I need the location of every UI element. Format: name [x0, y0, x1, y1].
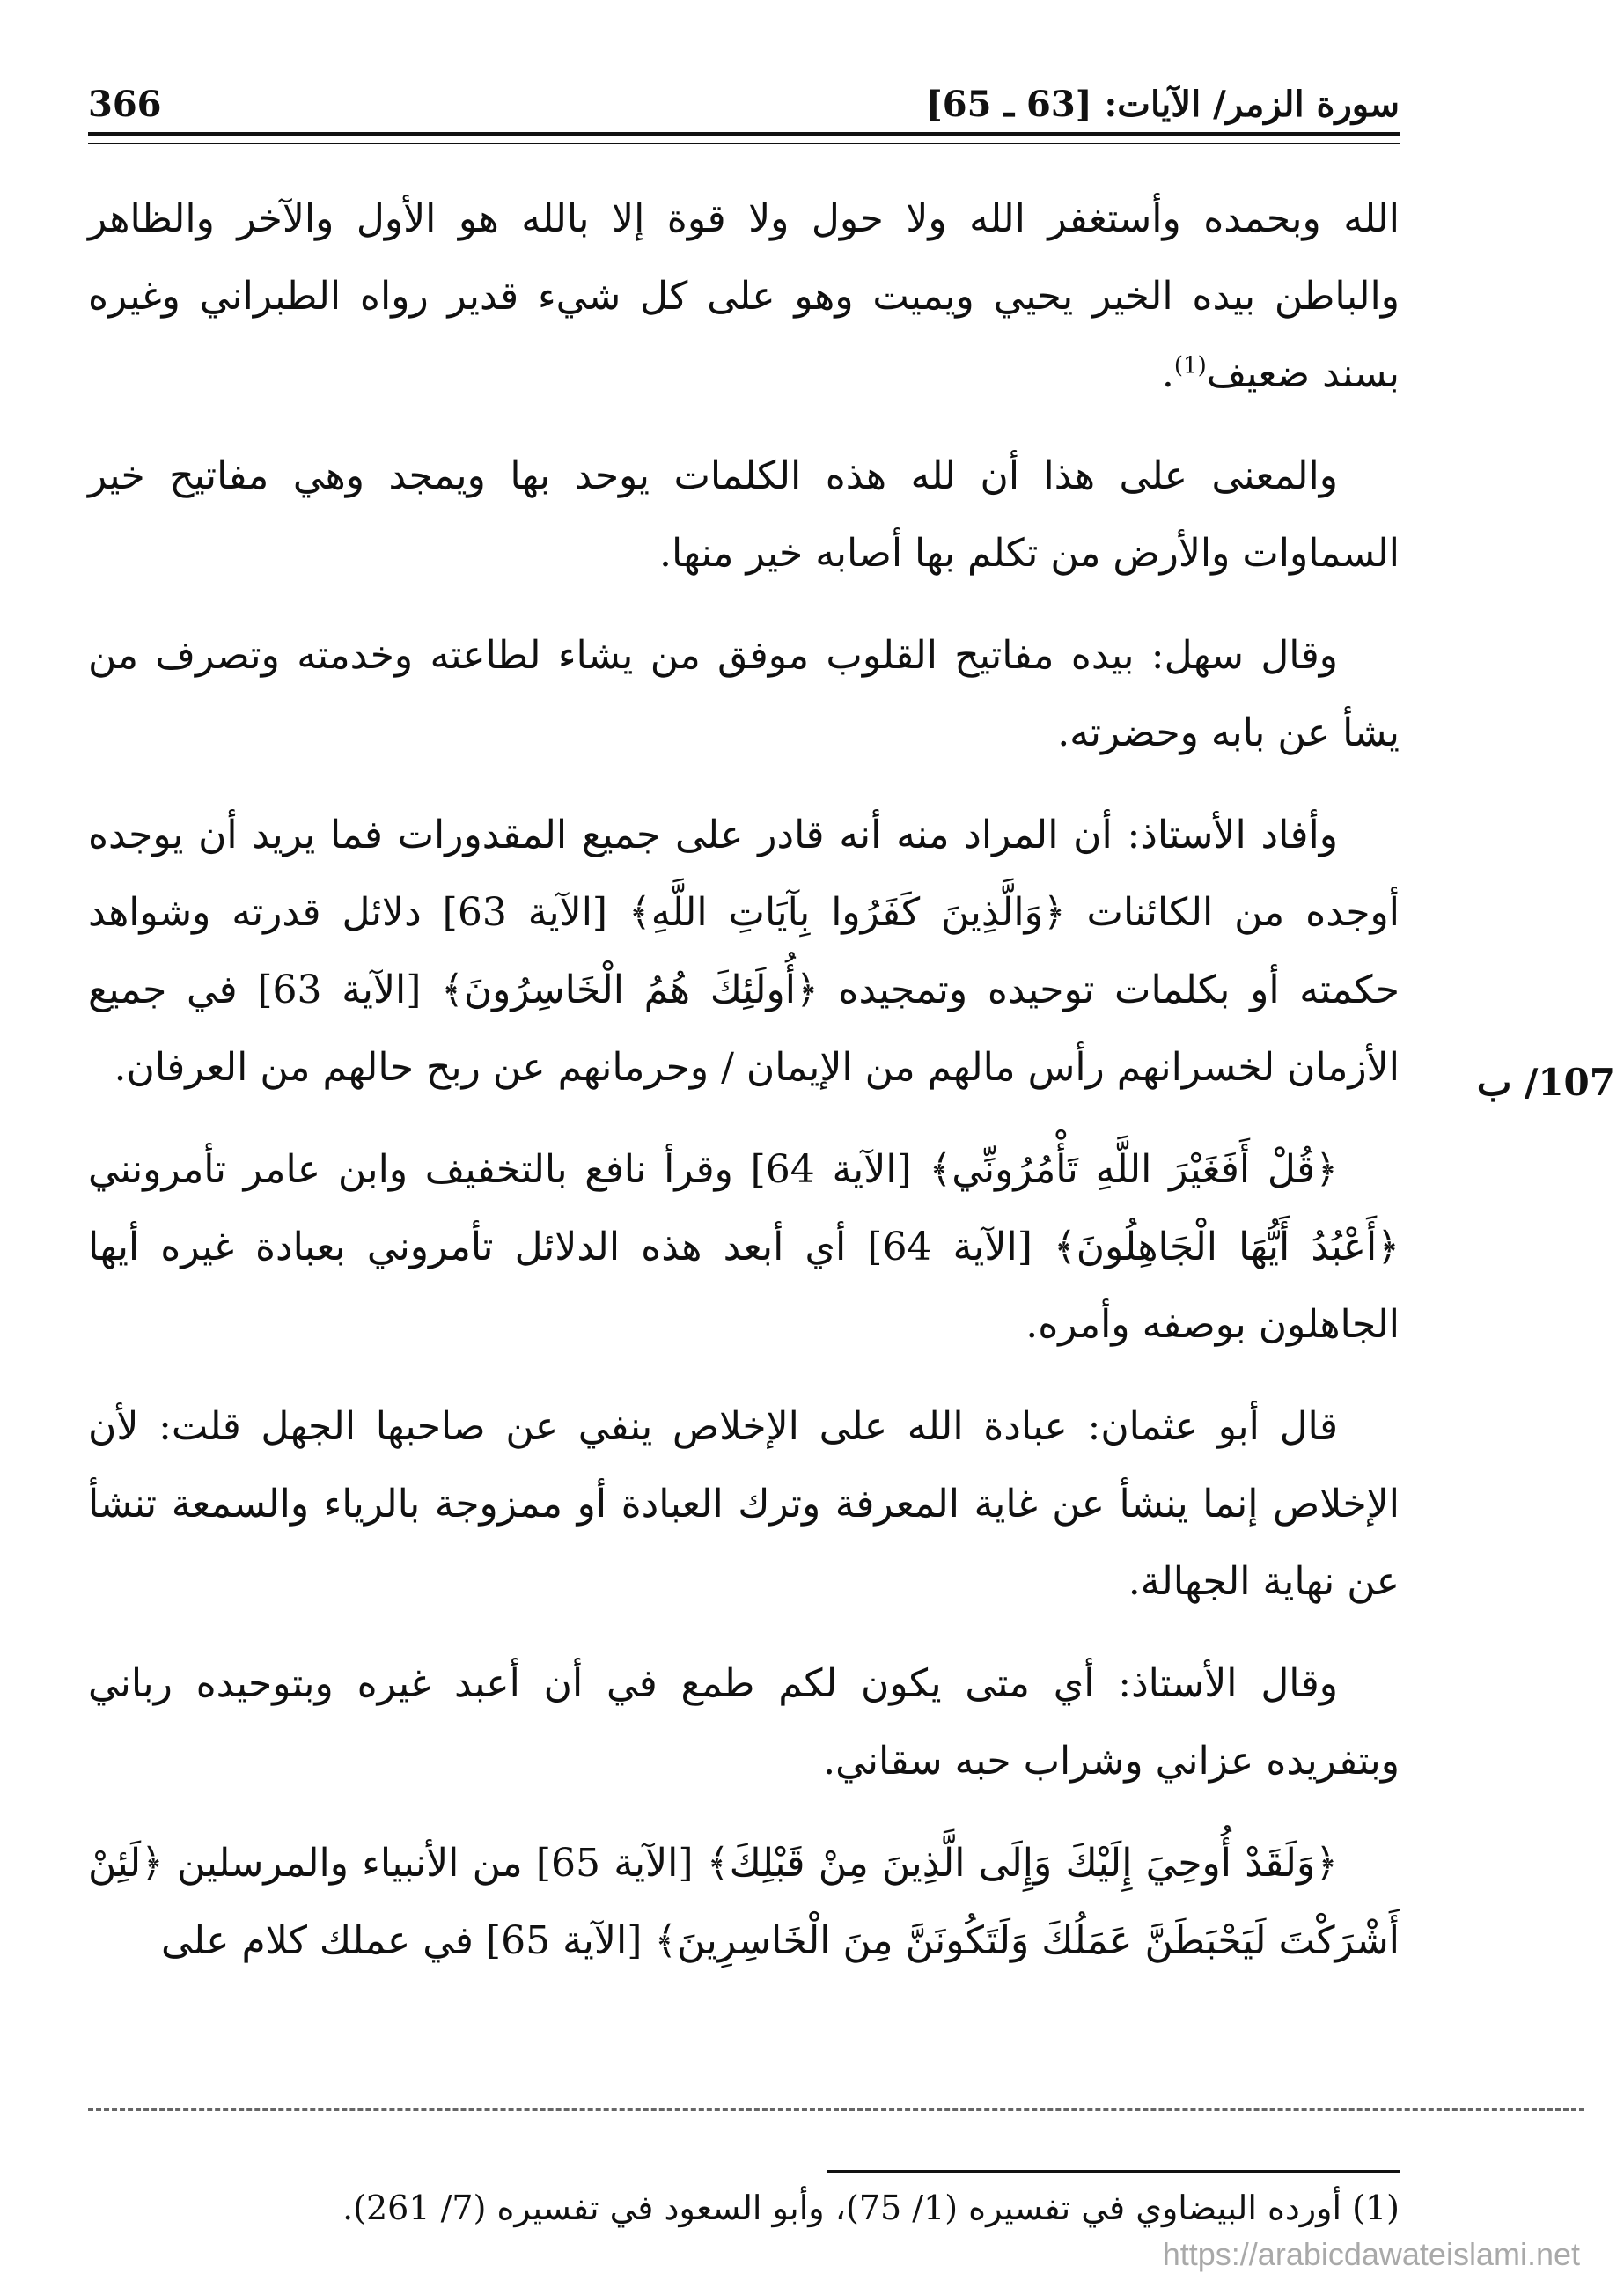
- manuscript-folio-note: 107/ ب: [1476, 1061, 1615, 1104]
- page-header: [88, 84, 1400, 136]
- watermark-url: https://arabicdawateislami.net: [1162, 2236, 1580, 2272]
- header-rule-thin: [88, 143, 1400, 144]
- page-bottom-dashed-line: [88, 2108, 1584, 2111]
- page-number: 366: [88, 84, 162, 125]
- footnote: (1) أورده البيضاوي في تفسيره (1/ 75)، وأبو السعود في تفسيره (7/ 261).: [342, 2189, 1400, 2227]
- paragraph-text: الله وبحمده وأستغفر الله ولا حول ولا قوة إلا بالله هو الأول والآخر والظاهر والباطن بيده الخير يحيي ويميت وهو على كل شيء قدير رواه الطبراني وغيره بسند ضعيف: [88, 196, 1400, 396]
- paragraph: قال أبو عثمان: عبادة الله على الإخلاص ينفي عن صاحبها الجهل قلت: لأن الإخلاص إنما ينشأ عن غاية المعرفة وترك العبادة أو ممزوجة بالرياء والسمعة تنشأ عن نهاية الجهالة.: [88, 1404, 1400, 1604]
- paragraph: وأفاد الأستاذ: أن المراد منه أنه قادر على جميع المقدورات فما يريد أن يوجده أوجده من الكائنات ﴿وَالَّذِينَ كَفَرُوا بِآيَاتِ اللَّهِ﴾ [الآية 63] دلائل قدرته وشواهد حكمته أو بكلمات توحيده وتمجيده ﴿أُولَئِكَ هُمُ الْخَاسِرُونَ﴾ [الآية 63] في جميع الأزمان لخسرانهم رأس مالهم من الإيمان / وحرمانهم عن ربح حالهم من العرفان.: [88, 813, 1400, 1090]
- paragraph: [88, 180, 1400, 413]
- paragraph: وقال سهل: بيده مفاتيح القلوب موفق من يشاء لطاعته وخدمته وتصرف من يشأ عن بابه وحضرته.: [88, 633, 1400, 755]
- footnote-reference: (1): [1173, 352, 1207, 379]
- paragraph: والمعنى على هذا أن لله هذه الكلمات يوحد بها ويمجد وهي مفاتيح خير السماوات والأرض من تكلم بها أصابه خير منها.: [88, 453, 1400, 576]
- footnote-separator: [827, 2170, 1400, 2173]
- body-text: [88, 180, 1400, 2005]
- paragraph: ﴿قُلْ أَفَغَيْرَ اللَّهِ تَأْمُرُونِّي﴾ [الآية 64] وقرأ نافع بالتخفيف وابن عامر تأمرونني ﴿أَعْبُدُ أَيُّهَا الْجَاهِلُونَ﴾ [الآية 64] أي أبعد هذه الدلائل تأمروني بعبادة غيره أيها الجاهلون بوصفه وأمره.: [88, 1147, 1400, 1347]
- running-title: سورة الزمر/ الآيات: [63 ـ 65]: [925, 84, 1400, 125]
- paragraph: ﴿وَلَقَدْ أُوحِيَ إِلَيْكَ وَإِلَى الَّذِينَ مِنْ قَبْلِكَ﴾ [الآية 65] من الأنبياء والمرسلين ﴿لَئِنْ أَشْرَكْتَ لَيَحْبَطَنَّ عَمَلُكَ وَلَتَكُونَنَّ مِنَ الْخَاسِرِينَ﴾ [الآية 65] في عملك كلام على: [88, 1841, 1400, 1963]
- paragraph: وقال الأستاذ: أي متى يكون لكم طمع في أن أعبد غيره وبتوحيده رباني وبتفريده عزاني وشراب حبه سقاني.: [88, 1661, 1400, 1784]
- sentence-end: .: [1161, 351, 1174, 396]
- header-rule-thick: [88, 132, 1400, 136]
